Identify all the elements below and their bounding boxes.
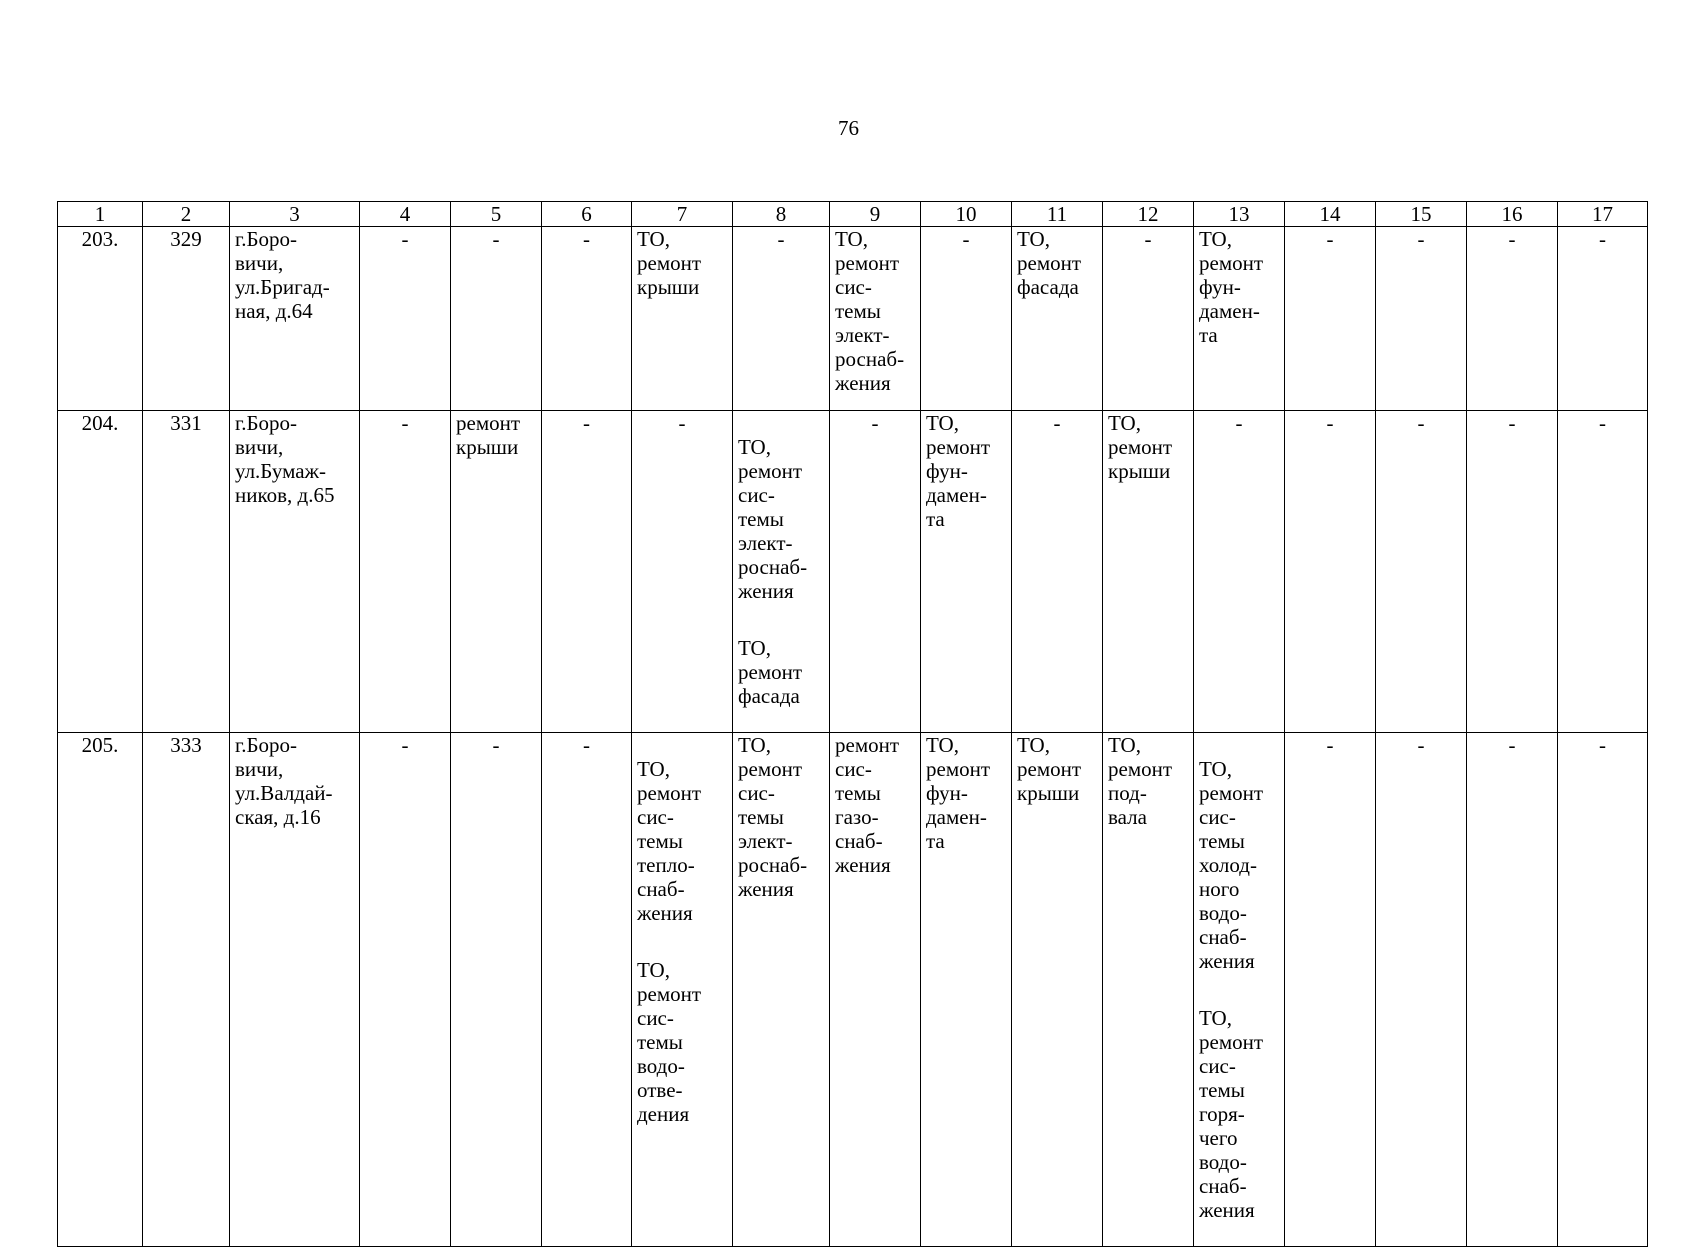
cell-value: ремонт сис- темы газо- снаб- жения bbox=[830, 733, 921, 1247]
column-number: 15 bbox=[1376, 202, 1467, 227]
cell-value: - bbox=[451, 733, 542, 1247]
cell-value: ТО, ремонт фун- дамен- та bbox=[921, 411, 1012, 733]
cell-value: ТО, ремонт сис- темы элект- роснаб- жения bbox=[830, 227, 921, 411]
cell-value: - bbox=[1376, 227, 1467, 411]
column-number: 10 bbox=[921, 202, 1012, 227]
column-number: 9 bbox=[830, 202, 921, 227]
cell-value: - bbox=[830, 411, 921, 733]
cell-value: ТО, ремонт крыши bbox=[632, 227, 733, 411]
cell-value: - bbox=[733, 227, 830, 411]
table-row bbox=[58, 733, 1648, 1247]
cell-value: - bbox=[360, 733, 451, 1247]
work-item: ТО, ремонт сис- темы элект- роснаб- жения bbox=[738, 435, 808, 603]
building-address: г.Боро- вичи, ул.Бригад- ная, д.64 bbox=[230, 227, 360, 411]
column-number: 16 bbox=[1467, 202, 1558, 227]
cell-value: - bbox=[1285, 733, 1376, 1247]
column-number-row bbox=[58, 202, 1648, 227]
column-number: 1 bbox=[58, 202, 143, 227]
page-number: 76 bbox=[838, 116, 859, 140]
column-number: 17 bbox=[1558, 202, 1648, 227]
work-item: ТО, ремонт фасада bbox=[738, 636, 803, 708]
column-number: 6 bbox=[542, 202, 632, 227]
cell-value: - bbox=[1376, 733, 1467, 1247]
cell-value: - bbox=[921, 227, 1012, 411]
row-number: 205. bbox=[58, 733, 143, 1247]
column-number: 12 bbox=[1103, 202, 1194, 227]
work-item: ТО, ремонт сис- темы тепло- снаб- жения bbox=[637, 757, 702, 925]
cell-value: - bbox=[1558, 227, 1648, 411]
column-number: 5 bbox=[451, 202, 542, 227]
cell-value: - bbox=[632, 411, 733, 733]
column-number: 2 bbox=[143, 202, 230, 227]
cell-value: - bbox=[542, 411, 632, 733]
cell-value bbox=[632, 733, 733, 1247]
building-id: 333 bbox=[143, 733, 230, 1247]
cell-value: ТО, ремонт фун- дамен- та bbox=[921, 733, 1012, 1247]
cell-value: - bbox=[542, 227, 632, 411]
cell-value: - bbox=[1558, 733, 1648, 1247]
cell-value: - bbox=[451, 227, 542, 411]
work-item: ТО, ремонт сис- темы горя- чего водо- снаб- жения bbox=[1199, 1006, 1264, 1222]
cell-value bbox=[1194, 733, 1285, 1247]
building-address: г.Боро- вичи, ул.Валдай- ская, д.16 bbox=[230, 733, 360, 1247]
cell-value: ТО, ремонт сис- темы элект- роснаб- жения bbox=[733, 733, 830, 1247]
table-row bbox=[58, 411, 1648, 733]
cell-value: - bbox=[1285, 227, 1376, 411]
cell-value bbox=[733, 411, 830, 733]
cell-value: - bbox=[360, 411, 451, 733]
row-number: 204. bbox=[58, 411, 143, 733]
cell-value: - bbox=[1467, 411, 1558, 733]
building-address: г.Боро- вичи, ул.Бумаж- ников, д.65 bbox=[230, 411, 360, 733]
column-number: 4 bbox=[360, 202, 451, 227]
column-number: 7 bbox=[632, 202, 733, 227]
cell-value: - bbox=[542, 733, 632, 1247]
cell-value: - bbox=[1012, 411, 1103, 733]
cell-value: - bbox=[360, 227, 451, 411]
cell-value: - bbox=[1558, 411, 1648, 733]
cell-value: - bbox=[1103, 227, 1194, 411]
column-number: 8 bbox=[733, 202, 830, 227]
column-number: 13 bbox=[1194, 202, 1285, 227]
table-row bbox=[58, 227, 1648, 411]
cell-value: ТО, ремонт крыши bbox=[1103, 411, 1194, 733]
cell-value: ТО, ремонт фасада bbox=[1012, 227, 1103, 411]
building-id: 329 bbox=[143, 227, 230, 411]
cell-value: - bbox=[1467, 227, 1558, 411]
column-number: 3 bbox=[230, 202, 360, 227]
cell-value: - bbox=[1285, 411, 1376, 733]
cell-value: - bbox=[1194, 411, 1285, 733]
cell-value: ТО, ремонт крыши bbox=[1012, 733, 1103, 1247]
work-item: ТО, ремонт сис- темы водо- отве- дения bbox=[637, 958, 702, 1126]
column-number: 11 bbox=[1012, 202, 1103, 227]
cell-value: ТО, ремонт фун- дамен- та bbox=[1194, 227, 1285, 411]
column-number: 14 bbox=[1285, 202, 1376, 227]
cell-value: - bbox=[1376, 411, 1467, 733]
cell-value: ремонт крыши bbox=[451, 411, 542, 733]
cell-value: ТО, ремонт под- вала bbox=[1103, 733, 1194, 1247]
cell-value: - bbox=[1467, 733, 1558, 1247]
repair-schedule-table bbox=[57, 201, 1648, 1247]
row-number: 203. bbox=[58, 227, 143, 411]
work-item: ТО, ремонт сис- темы холод- ного водо- снаб- жения bbox=[1199, 757, 1264, 973]
building-id: 331 bbox=[143, 411, 230, 733]
